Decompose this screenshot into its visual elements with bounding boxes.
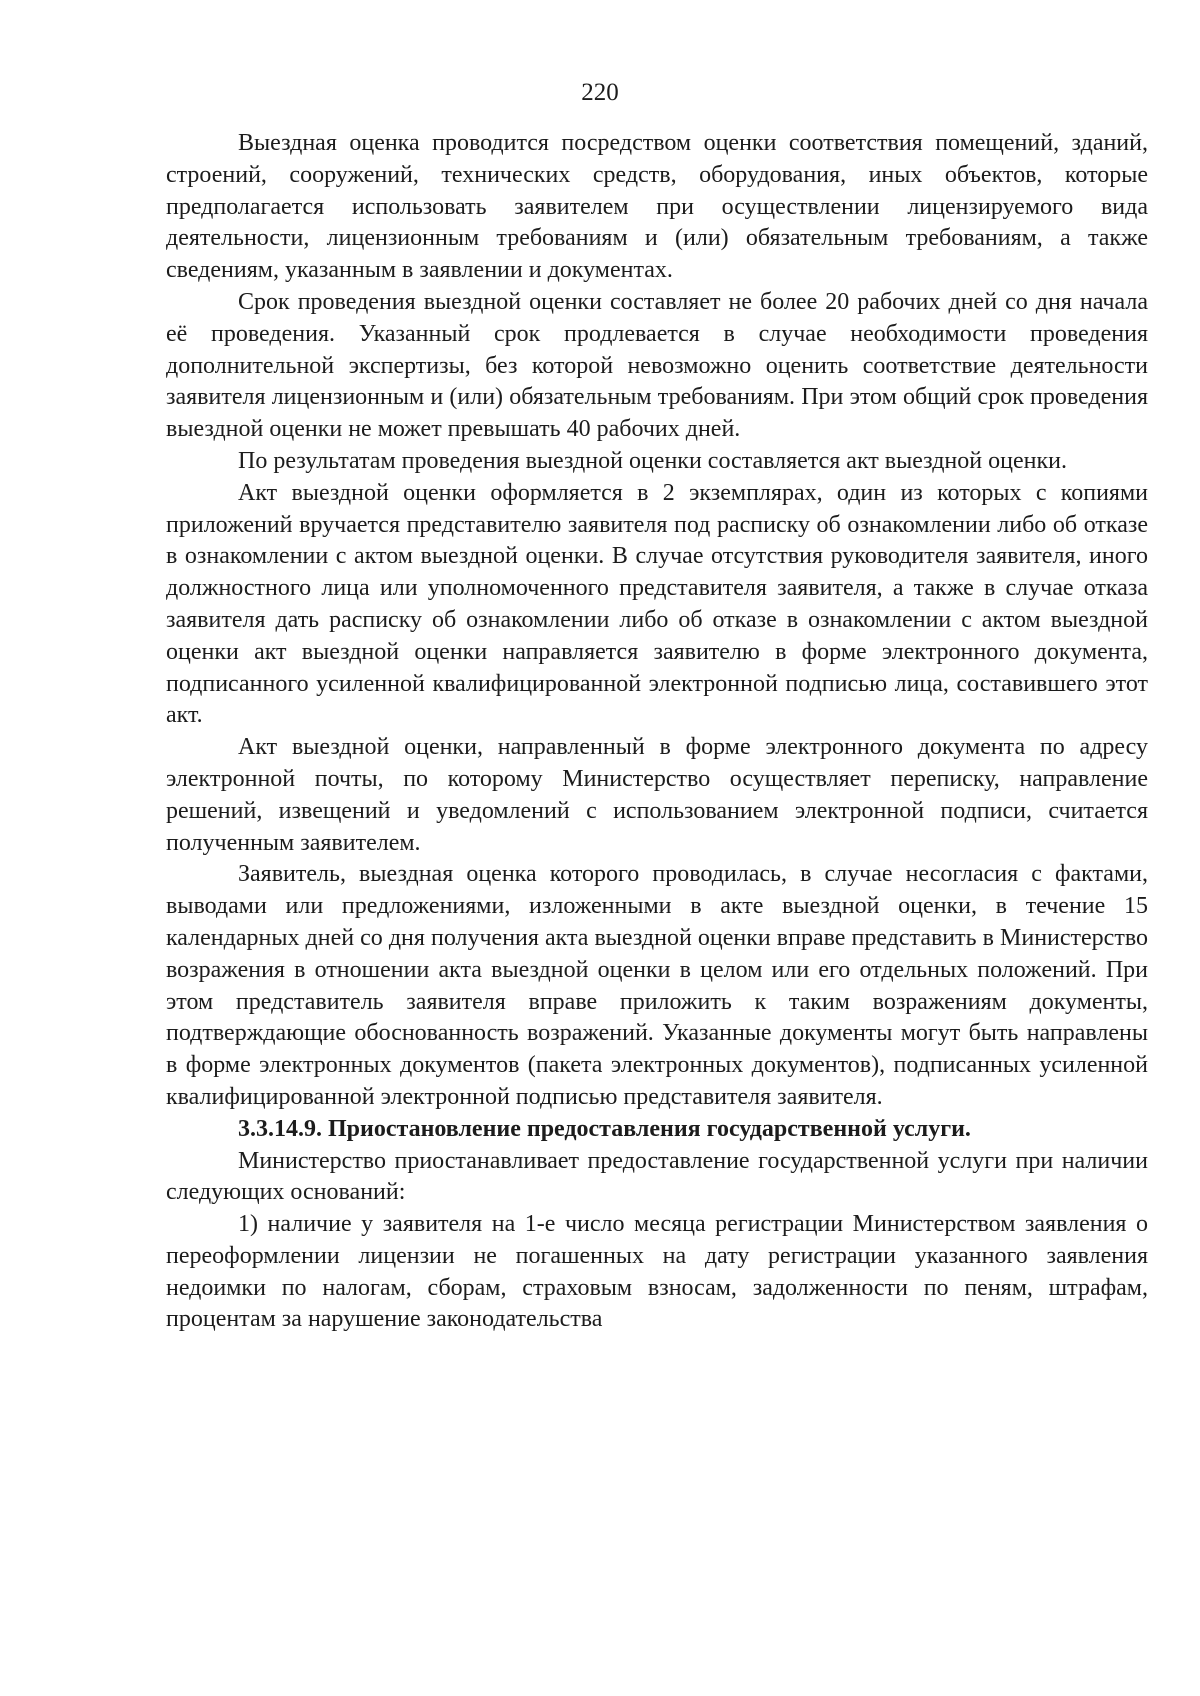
- paragraph-site-assessment-term: Срок проведения выездной оценки составляет не более 20 рабочих дней со дня начала её проведения. Указанный срок продлевается в случае необходимости проведения дополнительной экспертизы, без которой невозможно оценить соответствие деятельности заявителя лицензионным и (или) обязательным требованиям. При этом общий срок проведения выездной оценки не может превышать 40 рабочих дней.: [166, 288, 1148, 443]
- paragraph-act-electronic-delivery: Акт выездной оценки, направленный в форме электронного документа по адресу электронной почты, по которому Министерство осуществляет переписку, направление решений, извещений и уведомлений с использованием электронной подписи, считается полученным заявителем.: [166, 734, 1148, 856]
- page-number: 220: [581, 79, 619, 106]
- document-body: [166, 128, 1148, 1336]
- paragraph-objections: Заявитель, выездная оценка которого проводилась, в случае несогласия с фактами, выводами или предложениями, изложенными в акте выездной оценки, в течение 15 календарных дней со дня получения акта выездной оценки вправе представить в Министерство возражения в отношении акта выездной оценки в целом или его отдельных положений. При этом представитель заявителя вправе приложить к таким возражениям документы, подтверждающие обоснованность возражений. Указанные документы могут быть направлены в форме электронных документов (пакета электронных документов), подписанных усиленной квалифицированной электронной подписью представителя заявителя.: [166, 861, 1148, 1110]
- section-heading: 3.3.14.9. Приостановление предоставления государственной услуги.: [238, 1115, 971, 1142]
- paragraph-site-assessment-scope: Выездная оценка проводится посредством оценки соответствия помещений, зданий, строений, сооружений, технических средств, оборудования, иных объектов, которые предполагается использовать заявителем при осуществлении лицензируемого вида деятельности, лицензионным требованиям и (или) обязательным требованиям, а также сведениям, указанным в заявлении и документах.: [166, 130, 1148, 284]
- paragraph-suspension-item-1: 1) наличие у заявителя на 1-е число месяца регистрации Министерством заявления о переоформлении лицензии не погашенных на дату регистрации указанного заявления недоимки по налогам, сборам, страховым взносам, задолженности по пеням, штрафам, процентам за нарушение законодательства: [166, 1211, 1148, 1333]
- paragraph-suspension-grounds: Министерство приостанавливает предоставление государственной услуги при наличии следующих оснований:: [166, 1147, 1148, 1206]
- paragraph-act-copies: Акт выездной оценки оформляется в 2 экземплярах, один из которых с копиями приложений вручается представителю заявителя под расписку об ознакомлении либо об отказе в ознакомлении с актом выездной оценки. В случае отсутствия руководителя заявителя, иного должностного лица или уполномоченного представителя заявителя, а также в случае отказа заявителя дать расписку об ознакомлении либо об отказе в ознакомлении с актом выездной оценки акт выездной оценки направляется заявителю в форме электронного документа, подписанного усиленной квалифицированной электронной подписью лица, составившего этот акт.: [166, 479, 1148, 729]
- paragraph-assessment-act: По результатам проведения выездной оценки составляется акт выездной оценки.: [238, 447, 1067, 474]
